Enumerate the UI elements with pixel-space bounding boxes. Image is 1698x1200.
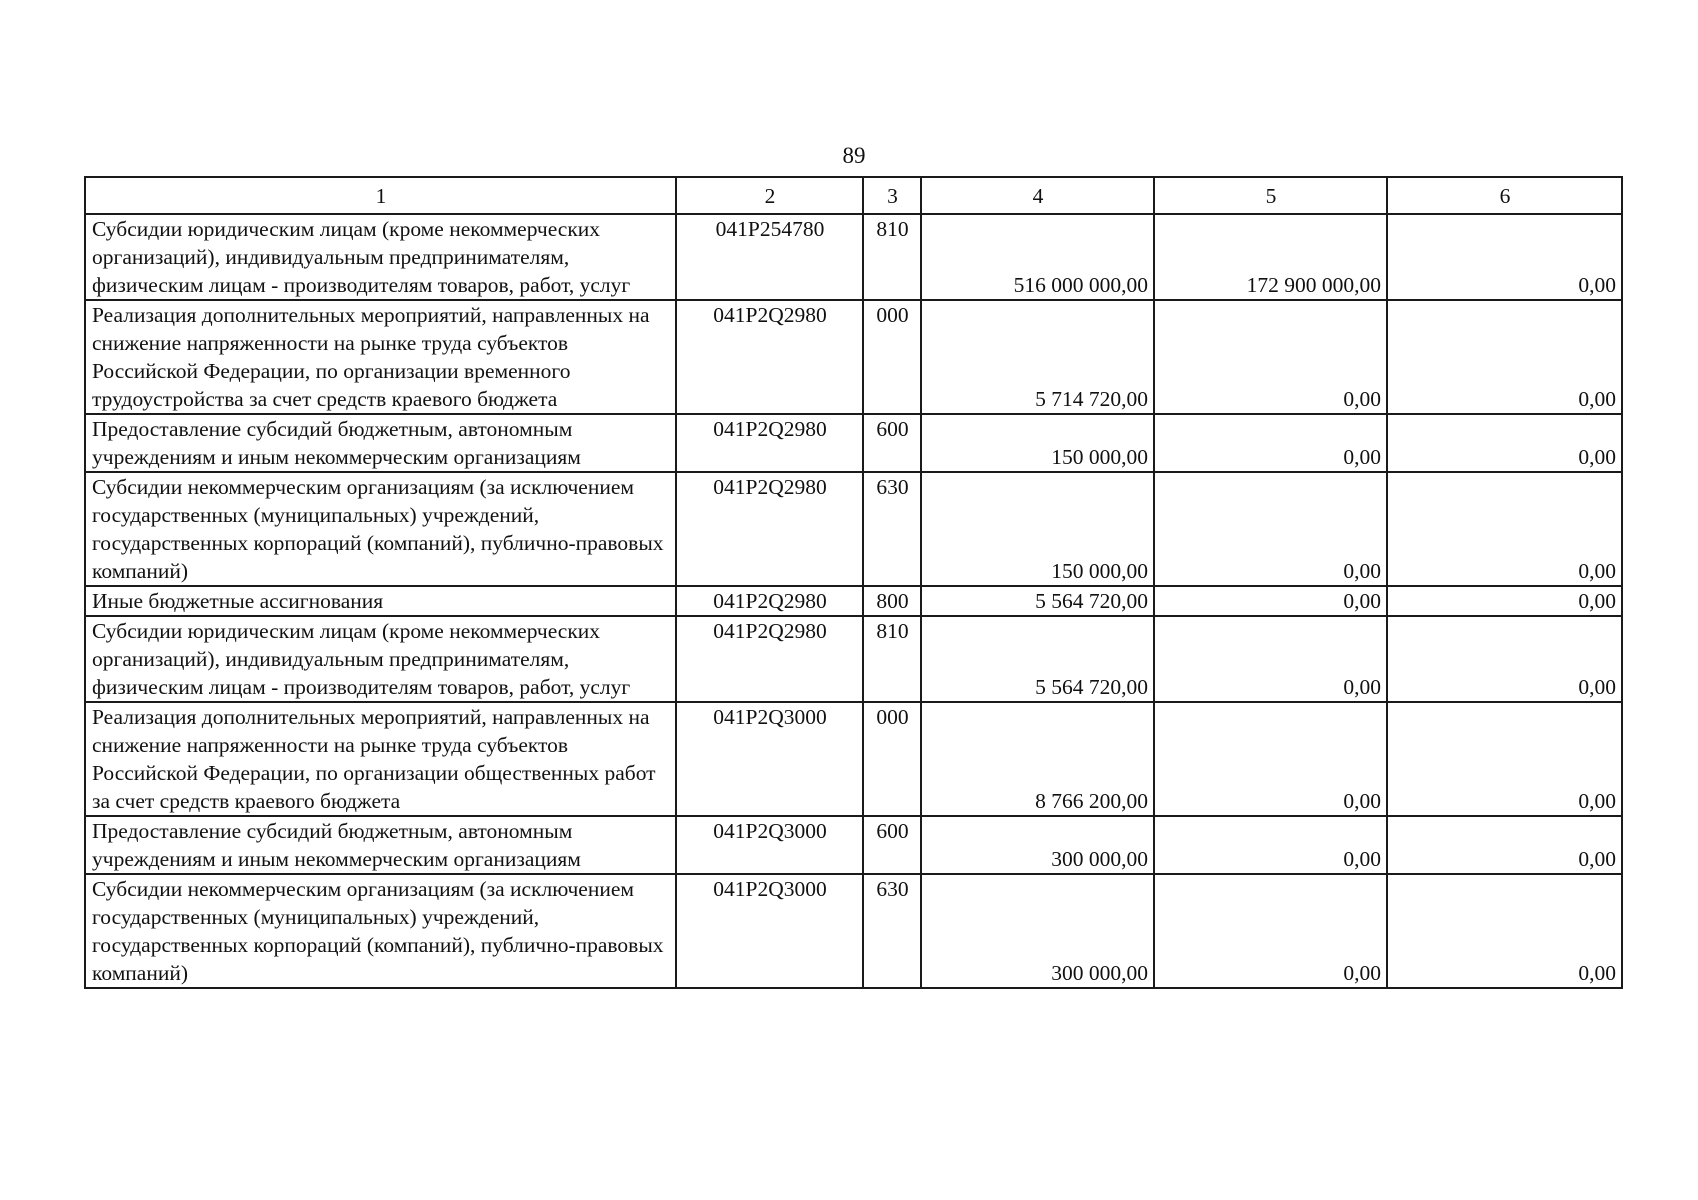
row-sum-col-6: 0,00 [1387,214,1622,300]
row-csr-code: 041P2Q2980 [676,414,863,472]
row-name: Субсидии некоммерческим организациям (за исключением государственных (муниципальных) учреждений, государственных корпораций (компаний), публично-правовых компаний) [85,472,676,586]
row-sum-col-5: 172 900 000,00 [1154,214,1387,300]
row-sum-col-5: 0,00 [1154,616,1387,702]
row-csr-code: 041P2Q3000 [676,702,863,816]
header-col-4: 4 [921,177,1154,214]
row-csr-code: 041P254780 [676,214,863,300]
table-header [85,177,1622,214]
row-csr-code: 041P2Q3000 [676,816,863,874]
table-row [85,816,1622,874]
row-vr-code: 800 [863,586,921,616]
row-sum-col-6: 0,00 [1387,414,1622,472]
row-vr-code: 810 [863,214,921,300]
budget-table [84,176,1623,989]
row-sum-col-4: 5 564 720,00 [921,586,1154,616]
row-sum-col-4: 300 000,00 [921,816,1154,874]
row-sum-col-5: 0,00 [1154,816,1387,874]
header-row [85,177,1622,214]
row-sum-col-5: 0,00 [1154,414,1387,472]
row-vr-code: 630 [863,874,921,988]
row-sum-col-5: 0,00 [1154,874,1387,988]
table-row [85,414,1622,472]
header-col-6: 6 [1387,177,1622,214]
row-vr-code: 600 [863,414,921,472]
row-sum-col-6: 0,00 [1387,702,1622,816]
row-sum-col-4: 5 564 720,00 [921,616,1154,702]
row-sum-col-5: 0,00 [1154,472,1387,586]
row-sum-col-4: 150 000,00 [921,414,1154,472]
row-sum-col-4: 8 766 200,00 [921,702,1154,816]
row-name: Субсидии юридическим лицам (кроме некоммерческих организаций), индивидуальным предпринимателям, физическим лицам - производителям товаров, работ, услуг [85,214,676,300]
header-col-1: 1 [85,177,676,214]
row-name: Предоставление субсидий бюджетным, автономным учреждениям и иным некоммерческим организациям [85,816,676,874]
header-col-5: 5 [1154,177,1387,214]
row-name: Субсидии юридическим лицам (кроме некоммерческих организаций), индивидуальным предпринимателям, физическим лицам - производителям товаров, работ, услуг [85,616,676,702]
row-vr-code: 000 [863,300,921,414]
row-vr-code: 600 [863,816,921,874]
page-number [0,143,1698,169]
row-name: Предоставление субсидий бюджетным, автономным учреждениям и иным некоммерческим организациям [85,414,676,472]
table-row [85,300,1622,414]
row-sum-col-4: 150 000,00 [921,472,1154,586]
table-body [85,214,1622,988]
row-sum-col-5: 0,00 [1154,586,1387,616]
table-row [85,616,1622,702]
row-sum-col-5: 0,00 [1154,702,1387,816]
row-name: Реализация дополнительных мероприятий, направленных на снижение напряженности на рынке труда субъектов Российской Федерации, по организации временного трудоустройства за счет средств краевого бюджета [85,300,676,414]
row-sum-col-6: 0,00 [1387,586,1622,616]
row-csr-code: 041P2Q2980 [676,616,863,702]
row-name: Субсидии некоммерческим организациям (за исключением государственных (муниципальных) учреждений, государственных корпораций (компаний), публично-правовых компаний) [85,874,676,988]
row-sum-col-4: 516 000 000,00 [921,214,1154,300]
row-name: Реализация дополнительных мероприятий, направленных на снижение напряженности на рынке труда субъектов Российской Федерации, по организации общественных работ за счет средств краевого бюджета [85,702,676,816]
row-csr-code: 041P2Q2980 [676,300,863,414]
table-row [85,472,1622,586]
page-number-text: 89 [842,143,866,168]
table-row [85,586,1622,616]
row-sum-col-6: 0,00 [1387,816,1622,874]
row-sum-col-6: 0,00 [1387,300,1622,414]
table-row [85,214,1622,300]
header-col-3: 3 [863,177,921,214]
table-row [85,702,1622,816]
row-vr-code: 000 [863,702,921,816]
row-csr-code: 041P2Q3000 [676,874,863,988]
row-name: Иные бюджетные ассигнования [85,586,676,616]
table-row [85,874,1622,988]
row-sum-col-4: 300 000,00 [921,874,1154,988]
row-sum-col-4: 5 714 720,00 [921,300,1154,414]
row-sum-col-6: 0,00 [1387,874,1622,988]
row-csr-code: 041P2Q2980 [676,586,863,616]
row-vr-code: 810 [863,616,921,702]
row-csr-code: 041P2Q2980 [676,472,863,586]
row-sum-col-5: 0,00 [1154,300,1387,414]
row-vr-code: 630 [863,472,921,586]
row-sum-col-6: 0,00 [1387,472,1622,586]
header-col-2: 2 [676,177,863,214]
row-sum-col-6: 0,00 [1387,616,1622,702]
